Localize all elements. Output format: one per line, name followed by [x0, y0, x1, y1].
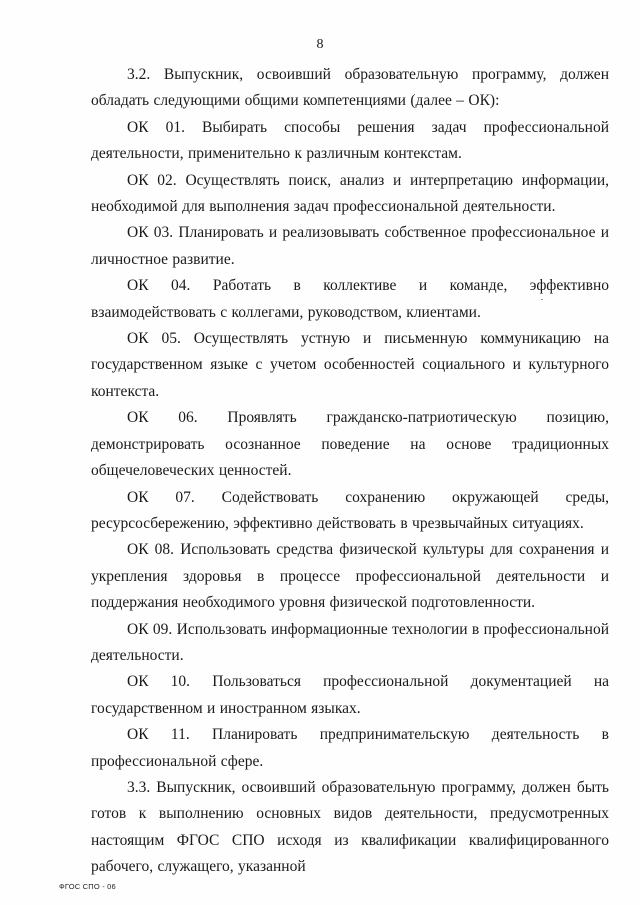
competency-ok-03: ОК 03. Планировать и реализовывать собственное профессиональное и личностное развитие.: [91, 224, 609, 268]
page-number: 8: [316, 37, 324, 52]
document-body: [91, 62, 609, 881]
competency-ok-09: ОК 09. Использовать информационные технологии в профессиональной деятельности.: [91, 620, 609, 664]
competency-ok-11: ОК 11. Планировать предпринимательскую деятельность в профессиональной сфере.: [91, 726, 609, 770]
paragraph-3-2-intro: 3.2. Выпускник, освоивший образовательную программу, должен обладать следующими общими компетенциями (далее – ОК):: [91, 66, 609, 110]
competency-ok-01: ОК 01. Выбирать способы решения задач профессиональной деятельности, применительно к различным контекстам.: [91, 118, 609, 163]
scan-speck: [541, 299, 543, 300]
competency-ok-07: ОК 07. Содействовать сохранению окружающей среды, ресурсосбережению, эффективно действовать в чрезвычайных ситуациях.: [91, 488, 609, 532]
competency-ok-10: ОК 10. Пользоваться профессиональной документацией на государственном и иностранном языках.: [91, 673, 609, 717]
competency-ok-04: ОК 04. Работать в коллективе и команде, эффективно взаимодействовать с коллегами, руководством, клиентами.: [91, 277, 609, 321]
competency-ok-06: ОК 06. Проявлять гражданско-патриотическую позицию, демонстрировать осознанное поведение на основе традиционных общечеловеческих ценностей.: [91, 409, 609, 480]
competency-ok-05: ОК 05. Осуществлять устную и письменную коммуникацию на государственном языке с учетом особенностей социального и культурного контекста.: [91, 330, 609, 400]
competency-ok-08: ОК 08. Использовать средства физической культуры для сохранения и укрепления здоровья в процессе профессиональной деятельности и поддержания необходимого уровня физической подготовленности.: [91, 541, 609, 612]
competency-ok-02: ОК 02. Осуществлять поиск, анализ и интерпретацию информации, необходимой для выполнения задач профессиональной деятельности.: [91, 171, 609, 216]
paragraph-3-3: 3.3. Выпускник, освоивший образовательную программу, должен быть готов к выполнению основных видов деятельности, предусмотренных настоящим ФГОС СПО исходя из квалификации квалифицированного рабочего, служащего, указанной: [91, 778, 609, 876]
document-footer-code: ФГОС СПО - 06: [59, 882, 116, 891]
